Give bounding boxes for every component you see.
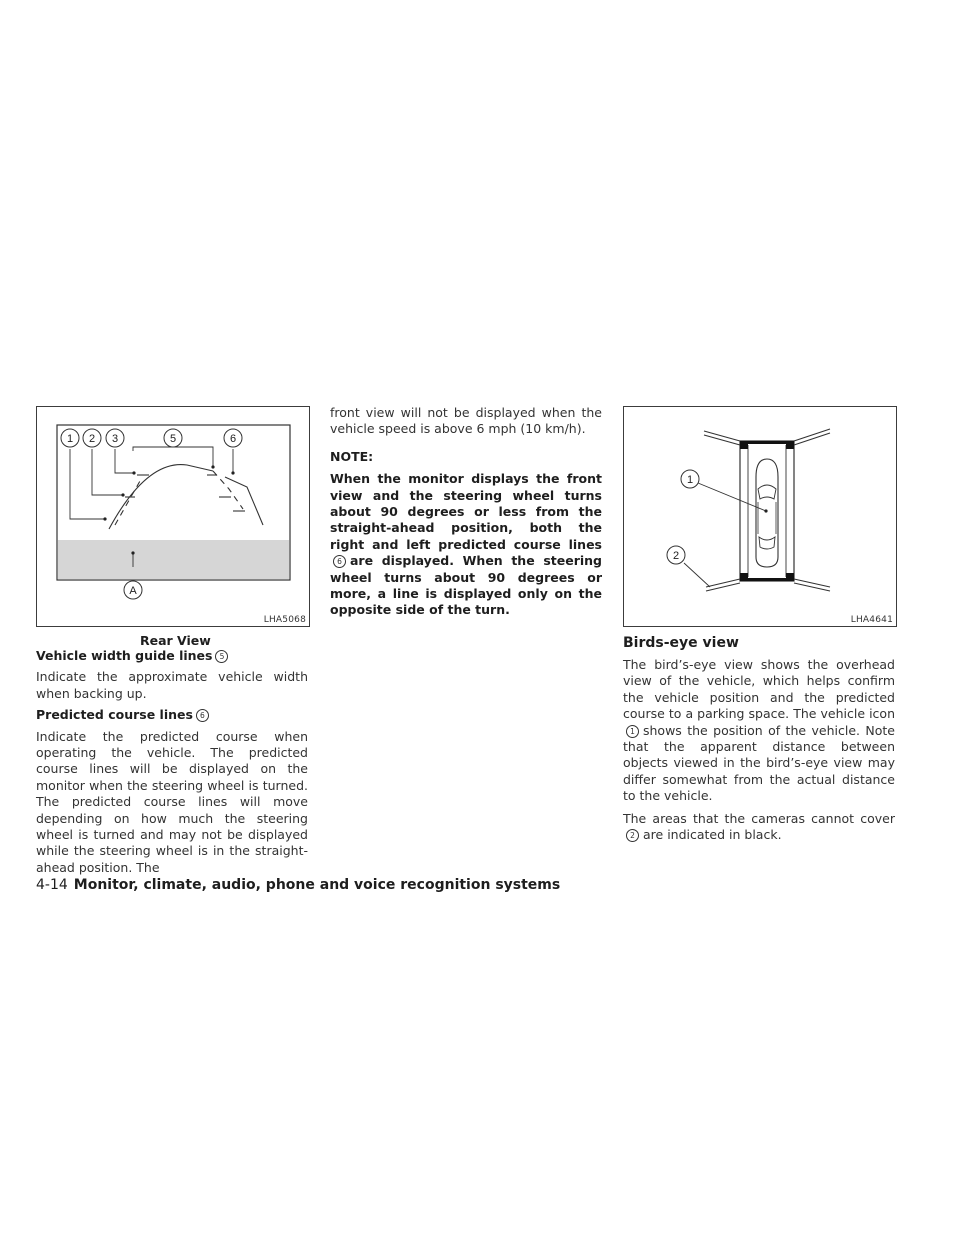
birdseye-diagram xyxy=(624,407,896,626)
ref-2-icon: 2 xyxy=(626,829,639,842)
figure-caption: Rear View xyxy=(140,633,211,648)
ref-6-icon: 6 xyxy=(196,709,209,722)
predicted-course-heading: Predicted course lines 6 xyxy=(36,707,308,723)
page-number: 4-14 xyxy=(36,877,68,893)
callout-5: 5 xyxy=(169,433,177,445)
ref-1-icon: 1 xyxy=(626,725,639,738)
callout-1: 1 xyxy=(66,433,74,445)
rear-view-diagram xyxy=(37,407,309,626)
figure-id: LHA4641 xyxy=(850,615,893,625)
callout-a: A xyxy=(129,585,137,597)
chapter-title: Monitor, climate, audio, phone and voice recognition systems xyxy=(73,877,561,893)
page-footer xyxy=(36,877,560,893)
callout-2: 2 xyxy=(88,433,96,445)
callout-3: 3 xyxy=(111,433,119,445)
callout-1: 1 xyxy=(686,474,694,486)
note-label: NOTE: xyxy=(330,448,374,464)
vehicle-width-heading: Vehicle width guide lines 5 xyxy=(36,648,308,664)
ref-6-icon: 6 xyxy=(333,555,346,568)
rear-view-figure xyxy=(36,406,310,627)
front-view-text: front view will not be displayed when the vehicle speed is above 6 mph (10 km/h). xyxy=(330,405,602,437)
camera-areas-text: The areas that the cameras cannot cover 2 are indicated in black. xyxy=(623,810,895,843)
note-text: When the monitor displays the front view and the steering wheel turns about 90 degrees or less from the straight-ahead position, both the right and left predicted course lines6 are displayed. When the steering wheel turns about 90 degrees or more, a line is displayed only on the opposite side of the turn. xyxy=(330,471,602,618)
column-2 xyxy=(330,405,602,619)
ref-5-icon: 5 xyxy=(215,650,228,663)
column-3 xyxy=(623,635,895,843)
birdseye-heading: Birds-eye view xyxy=(623,635,739,651)
predicted-course-text: Indicate the predicted course when operating the vehicle. The predicted course lines will be displayed on the monitor when the steering wheel is turned. The predicted course lines will move depending on how much the steering wheel is turned and may not be displayed while the steering wheel is in the straight-ahead position. The xyxy=(36,728,308,875)
column-1 xyxy=(36,648,308,876)
birdseye-figure xyxy=(623,406,897,627)
birdseye-text: The bird’s-eye view shows the overhead view of the vehicle, which helps confirm the vehicle position and the predicted course to a parking space. The vehicle icon1 shows the position of the vehicle. Note that the apparent distance between objects viewed in the bird’s-eye view may differ somewhat from the actual distance to the vehicle. xyxy=(623,657,895,804)
callout-6: 6 xyxy=(229,433,237,445)
figure-id: LHA5068 xyxy=(263,615,306,625)
callout-2: 2 xyxy=(672,550,680,562)
vehicle-width-text: Indicate the approximate vehicle width when backing up. xyxy=(36,669,308,701)
